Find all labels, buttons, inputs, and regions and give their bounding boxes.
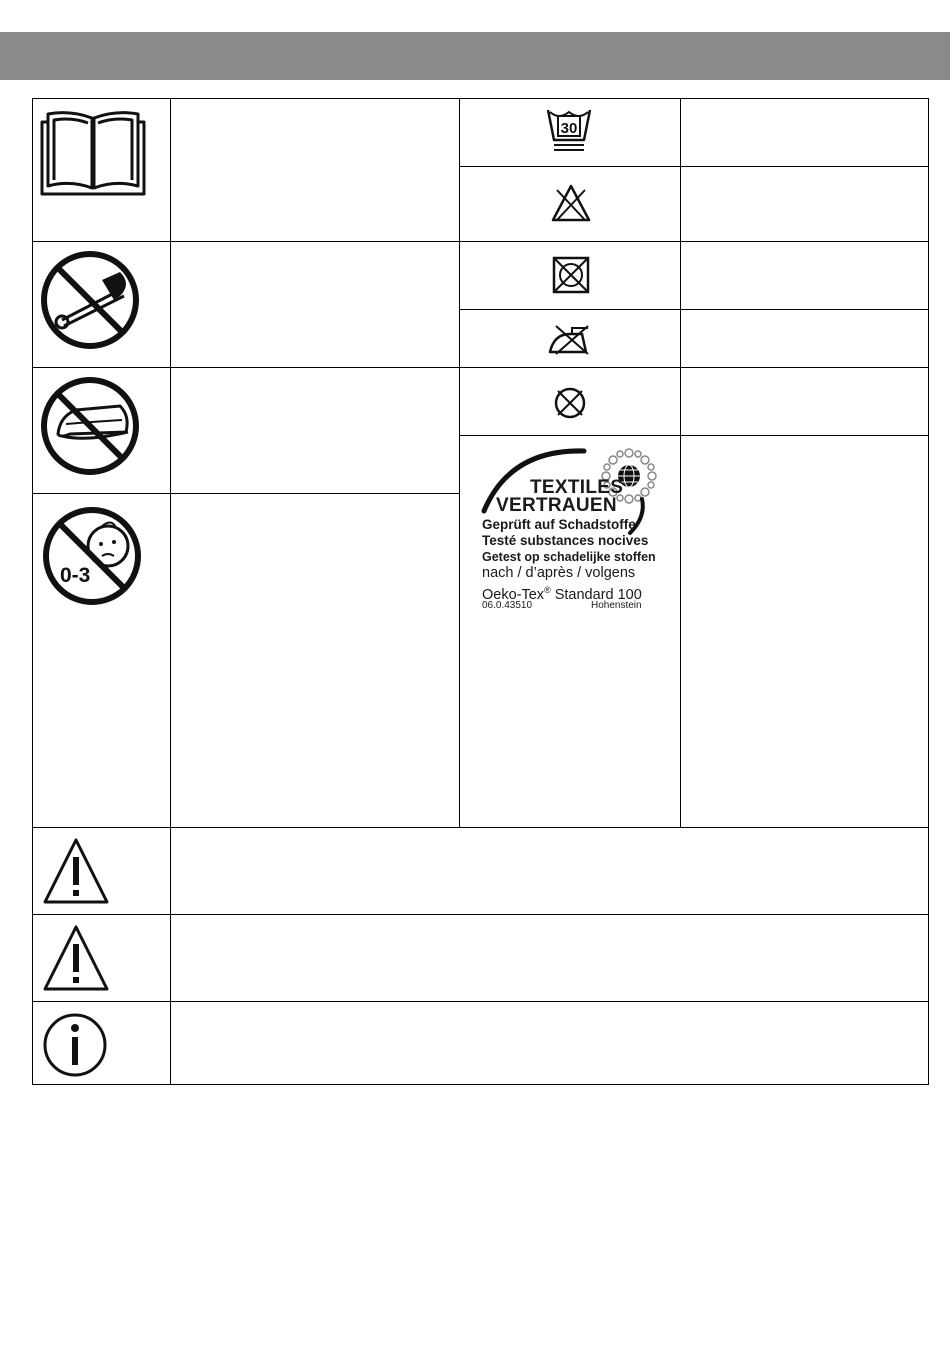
cell-warning-text-1	[170, 827, 929, 914]
oeko-certificate-number: 06.0.43510	[482, 600, 533, 611]
warning-icon	[42, 837, 110, 905]
no-bleach-icon	[551, 184, 591, 222]
cell-wash-text	[680, 98, 929, 166]
oeko-line-according: nach / d’après / volgens	[482, 565, 636, 581]
no-safety-pin-icon	[40, 250, 140, 350]
no-tumble-dry-icon	[552, 256, 590, 294]
warning-icon	[42, 924, 110, 992]
oeko-institute: Hohenstein	[591, 600, 642, 611]
cell-dryclean-text	[680, 367, 929, 435]
no-dry-clean-icon	[553, 386, 587, 420]
oeko-line-de: Geprüft auf Schadstoffe	[482, 517, 636, 532]
no-cover-icon	[40, 376, 140, 476]
oeko-tex-label	[460, 437, 680, 637]
cell-manual-text	[170, 98, 459, 241]
oeko-registered-mark: ®	[544, 585, 551, 595]
oeko-line-nl: Getest op schadelijke stoffen	[482, 550, 656, 564]
oeko-title-2: VERTRAUEN	[496, 495, 617, 516]
oeko-title-1: TEXTILES	[530, 477, 624, 498]
cell-safety-pin-text	[170, 241, 459, 367]
read-manual-icon	[40, 108, 146, 196]
not-for-children-icon	[42, 506, 142, 606]
cell-cover-text	[170, 367, 459, 493]
wash-30-icon	[546, 108, 592, 152]
cell-oeko-tex-text	[680, 435, 929, 827]
oeko-standard-number: Standard 100	[550, 586, 642, 603]
cell-age-text	[170, 493, 459, 827]
no-iron-icon	[546, 322, 592, 356]
cell-tumble-text	[680, 241, 929, 309]
age-label: 0-3	[60, 564, 91, 587]
cell-info-text	[170, 1001, 929, 1085]
oeko-line-fr: Testé substances nocives	[482, 533, 649, 548]
wash-temperature: 30	[560, 120, 578, 137]
header-band	[0, 32, 950, 80]
cell-bleach-text	[680, 166, 929, 241]
cell-warning-text-2	[170, 914, 929, 1001]
oeko-standard-name: Oeko-Tex	[482, 586, 545, 603]
cell-iron-text	[680, 309, 929, 367]
info-icon	[43, 1013, 107, 1077]
